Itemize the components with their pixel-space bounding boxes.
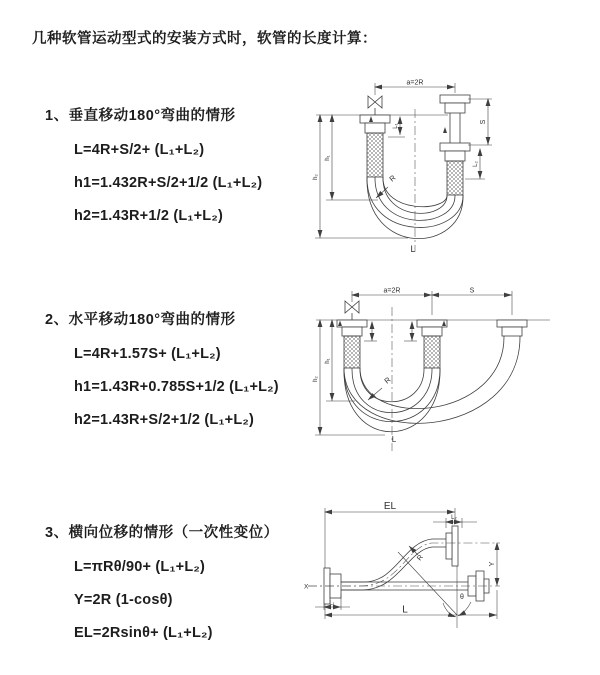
left-fitting-dim-label: L₁ bbox=[393, 123, 399, 129]
formula-h1: h1=1.43R+0.785S+1/2 (L₁+L₂) bbox=[74, 379, 279, 395]
outer-height-label: h₂ bbox=[313, 376, 319, 382]
radius-leader bbox=[368, 375, 393, 400]
length-label: L bbox=[391, 435, 397, 444]
right-fitting-dim-label: L₂ bbox=[473, 161, 479, 167]
formula-h2: h2=1.43R+1/2 (L₁+L₂) bbox=[74, 208, 224, 224]
outer-height-label: h₂ bbox=[313, 174, 319, 180]
braided-hose-right bbox=[447, 161, 463, 195]
length-label: L bbox=[410, 244, 416, 254]
offset-dim-label: Y bbox=[489, 561, 496, 567]
middle-fitting bbox=[404, 320, 447, 368]
braided-hose-left bbox=[367, 133, 383, 177]
left-fitting bbox=[360, 115, 390, 177]
dim-offset-s bbox=[432, 288, 512, 296]
inner-height-label: h₁ bbox=[325, 358, 331, 364]
left-fitting-dim-label: L₁ bbox=[329, 600, 335, 607]
right-fitting-dim-label: L₂ bbox=[451, 515, 457, 521]
formula-h2: h2=1.43R+S/2+1/2 (L₁+L₂) bbox=[74, 412, 255, 428]
dim-offset-y bbox=[489, 543, 497, 586]
dim-width-a2r bbox=[352, 288, 512, 316]
formula-length: L=4R+1.57S+ (L₁+L₂) bbox=[74, 346, 221, 362]
diagram-lateral-displacement bbox=[300, 498, 595, 653]
displaced-flange bbox=[446, 526, 458, 566]
length-label: L bbox=[402, 604, 408, 616]
section-vertical-movement bbox=[45, 104, 325, 224]
section-2-heading: 2、水平移动180°弯曲的情形 bbox=[45, 312, 236, 328]
right-fitting bbox=[497, 320, 527, 336]
formula-h1: h1=1.432R+S/2+1/2 (L₁+L₂) bbox=[74, 175, 263, 191]
formula-y: Y=2R (1-cosθ) bbox=[74, 592, 173, 608]
section-1-heading: 1、垂直移动180°弯曲的情形 bbox=[45, 108, 236, 124]
dim-width-a2r bbox=[375, 80, 455, 96]
dim-right-fitting bbox=[465, 149, 485, 179]
section-lateral-displacement bbox=[45, 521, 325, 641]
radius-label: R bbox=[416, 553, 425, 563]
section-horizontal-movement bbox=[45, 308, 325, 428]
offset-dim-label: S bbox=[480, 119, 487, 125]
diagram-horizontal-180-bend bbox=[310, 283, 595, 458]
dim-left-fitting bbox=[388, 117, 405, 137]
radius-label: R bbox=[387, 173, 398, 184]
width-dim-label: a=2R bbox=[406, 79, 424, 87]
formula-length: L=4R+S/2+ (L₁+L₂) bbox=[74, 142, 205, 158]
axis-label: X bbox=[304, 583, 309, 591]
formula-el: EL=2Rsinθ+ (L₁+L₂) bbox=[74, 625, 213, 641]
diagram-vertical-180-bend bbox=[310, 75, 595, 260]
valve-icon bbox=[345, 301, 359, 320]
right-fitting bbox=[440, 95, 470, 195]
valve-icon bbox=[368, 96, 382, 115]
inner-height-label: h₁ bbox=[325, 155, 331, 161]
section-3-heading: 3、横向位移的情形（一次性变位） bbox=[45, 525, 279, 541]
left-fitting bbox=[337, 320, 377, 368]
dim-el bbox=[325, 501, 455, 568]
radius-label: R bbox=[382, 375, 393, 386]
page-title: 几种软管运动型式的安装方式时，软管的长度计算： bbox=[32, 31, 377, 47]
dim-offset-s bbox=[468, 99, 492, 145]
up-arrow-icon bbox=[443, 127, 447, 133]
width-dim-label: a=2R bbox=[383, 287, 401, 295]
offset-dim-label: S bbox=[469, 287, 475, 295]
formula-length: L=πRθ/90+ (L₁+L₂) bbox=[74, 559, 206, 575]
el-dim-label: EL bbox=[383, 501, 397, 512]
angle-label: θ bbox=[460, 594, 464, 601]
